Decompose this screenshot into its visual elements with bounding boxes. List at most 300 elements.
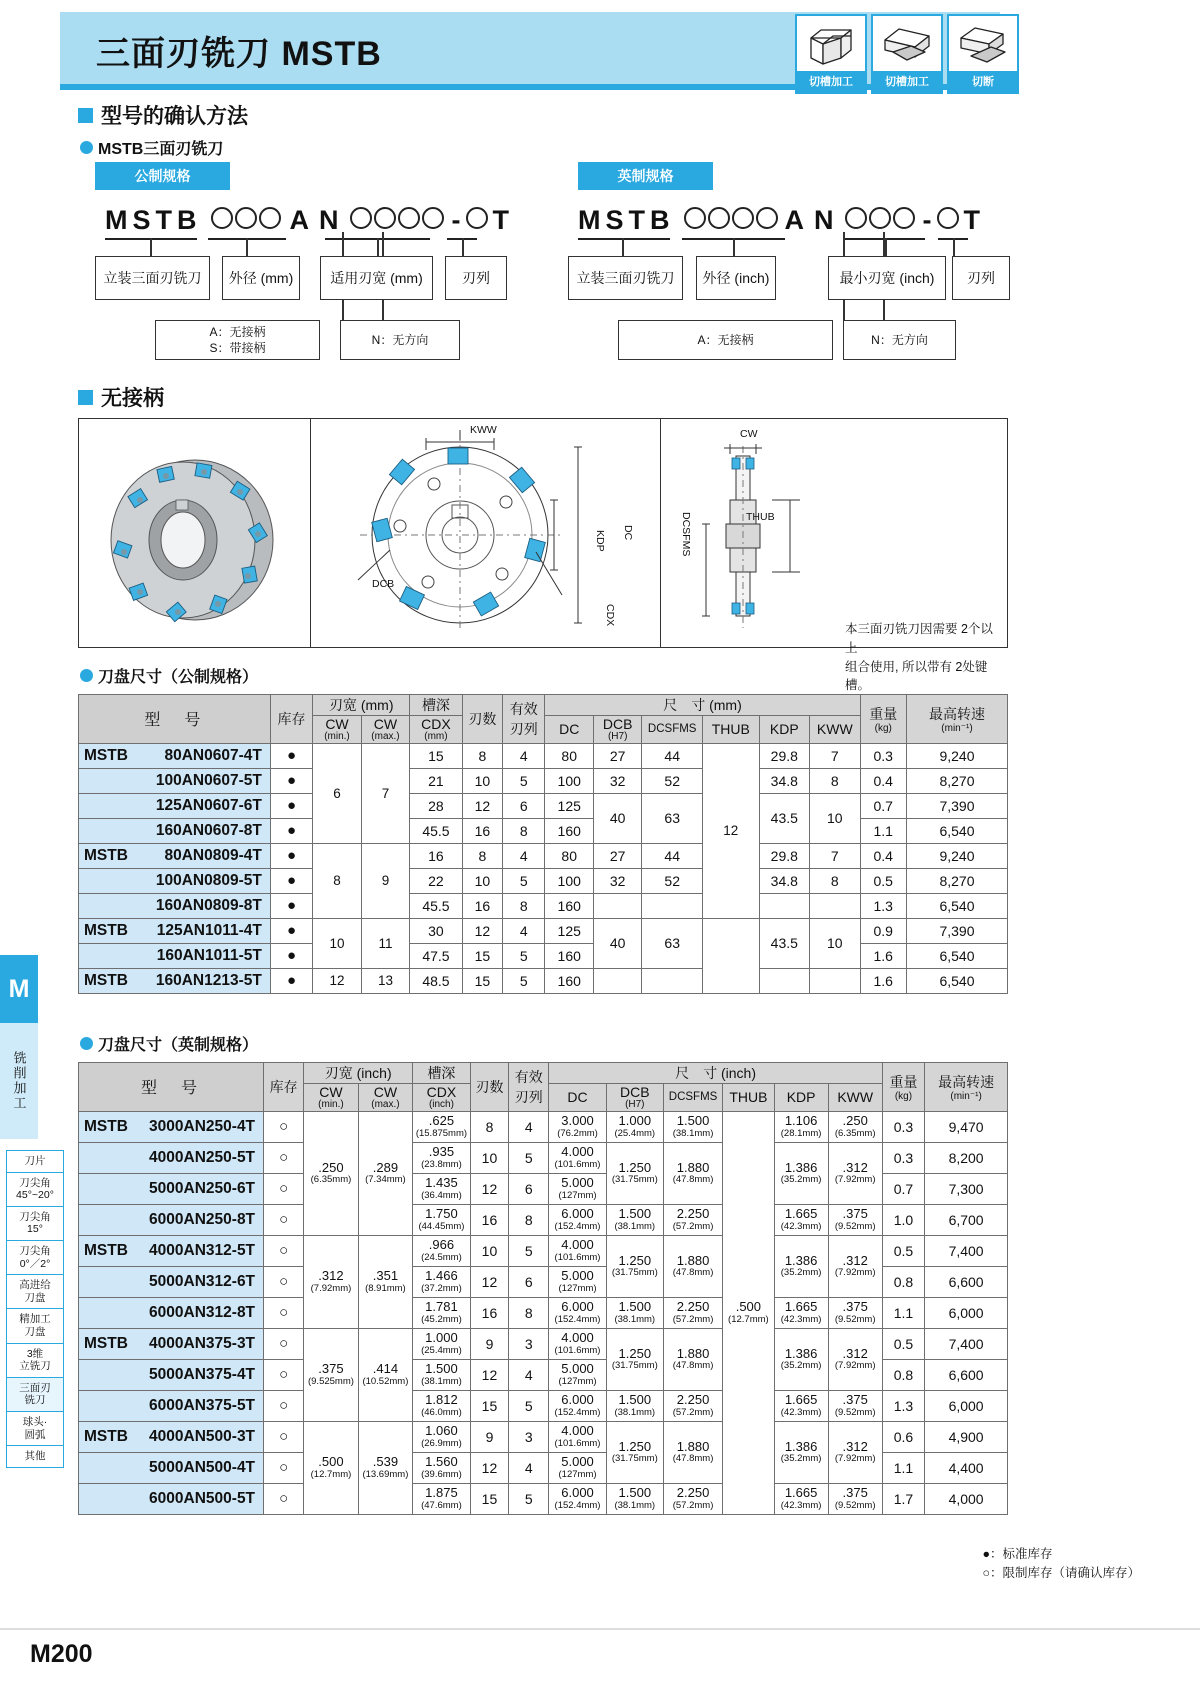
metric-teeth-8: 15 bbox=[462, 943, 502, 968]
inch-model-code-5: 5000AN312-6T bbox=[149, 1272, 256, 1290]
metric-kww-4: 7 bbox=[810, 843, 860, 868]
inch-cdx-0 bbox=[413, 1111, 471, 1142]
metric-stock-7: ● bbox=[270, 918, 312, 943]
inch-cwmin-g2 bbox=[304, 1328, 358, 1421]
metric-cwmax-g0: 7 bbox=[361, 743, 409, 843]
table-row[interactable] bbox=[79, 1328, 1008, 1359]
inch-dcb-12 bbox=[606, 1483, 663, 1514]
inch-kdp-m3-val: 1.386 bbox=[784, 1345, 818, 1361]
metric-spec-table bbox=[78, 694, 1008, 994]
metric-cdx-6: 45.5 bbox=[410, 893, 463, 918]
inch-dcsfms-m1-val: 1.880 bbox=[676, 1159, 710, 1175]
inch-kww-3-val: .375 bbox=[842, 1206, 868, 1221]
inch-head-row-1 bbox=[79, 1063, 1008, 1084]
metric-dc-0: 80 bbox=[545, 743, 593, 768]
sidebar-item-ball-radius[interactable]: 球头· 圆弧 bbox=[6, 1411, 64, 1445]
inch-thub-val: .500 bbox=[735, 1299, 762, 1314]
metric-eff-6: 8 bbox=[503, 893, 545, 918]
th-metric-dcb bbox=[593, 716, 641, 744]
inch-cwmax-g0-val: .289 bbox=[372, 1159, 399, 1175]
inch-dcb-m1-val: 1.250 bbox=[618, 1159, 652, 1175]
inch-dc-8 bbox=[549, 1359, 606, 1390]
metric-teeth-3: 16 bbox=[462, 818, 502, 843]
metric-cdx-1: 21 bbox=[410, 768, 463, 793]
metric-note-shank-line2: S：带接柄 bbox=[209, 341, 266, 355]
sidebar-item-angle-0-2[interactable]: 刀尖角 0°／2° bbox=[6, 1240, 64, 1274]
inch-teeth-5: 12 bbox=[470, 1266, 508, 1297]
inch-dcsfms-m3-val: 1.880 bbox=[676, 1345, 710, 1361]
metric-cdx-5: 22 bbox=[410, 868, 463, 893]
inch-cdx-10 bbox=[413, 1421, 471, 1452]
metric-stock-3: ● bbox=[270, 818, 312, 843]
inch-weight-10: 0.6 bbox=[882, 1421, 924, 1452]
metric-code-circles-cw bbox=[349, 205, 445, 236]
inch-eff-2: 6 bbox=[509, 1173, 549, 1204]
inch-cwmax-g0-mm: (7.34mm) bbox=[365, 1174, 406, 1186]
inch-dcb-6-mm: (38.1mm) bbox=[614, 1313, 656, 1325]
inch-prefix-10: MSTB bbox=[84, 1427, 128, 1445]
th-inch-rpm-unit: (min⁻¹) bbox=[950, 1090, 982, 1102]
inch-dc-11-mm: (127mm) bbox=[558, 1468, 597, 1480]
table-row[interactable] bbox=[79, 843, 1008, 868]
metric-kww-9 bbox=[810, 968, 860, 993]
dim-label-kdp: KDP bbox=[594, 530, 606, 552]
inch-weight-7: 0.5 bbox=[882, 1328, 924, 1359]
inch-dc-9-mm: (152.4mm) bbox=[554, 1406, 601, 1418]
metric-weight-8: 1.6 bbox=[860, 943, 906, 968]
metric-weight-5: 0.5 bbox=[860, 868, 906, 893]
metric-model-code-7: 125AN1011-4T bbox=[156, 921, 262, 939]
inch-dcb-3-val: 1.500 bbox=[618, 1206, 652, 1221]
inch-cdx-5-mm: (37.2mm) bbox=[421, 1282, 462, 1294]
inch-dc-2-val: 5.000 bbox=[561, 1175, 594, 1190]
sidebar-item-side-milling[interactable]: 三面刃 铣刀 bbox=[6, 1377, 64, 1411]
inch-rpm-7: 7,400 bbox=[925, 1328, 1008, 1359]
inch-teeth-3: 16 bbox=[470, 1204, 508, 1235]
inch-weight-12: 1.7 bbox=[882, 1483, 924, 1514]
table-row[interactable] bbox=[79, 918, 1008, 943]
metric-dcb-merged-2: 40 bbox=[593, 918, 641, 968]
inch-dcsfms-0-mm: (38.1mm) bbox=[672, 1127, 714, 1139]
th-metric-thub: THUB bbox=[703, 716, 760, 744]
inch-cwmin-g0 bbox=[304, 1111, 358, 1235]
metric-leader-prefix bbox=[150, 238, 152, 256]
inch-dcb-0-val: 1.000 bbox=[618, 1113, 652, 1128]
table-row[interactable] bbox=[79, 968, 1008, 993]
inch-rpm-2: 7,300 bbox=[925, 1173, 1008, 1204]
metric-eff-3: 8 bbox=[503, 818, 545, 843]
inch-dcb-0-mm: (25.4mm) bbox=[614, 1127, 656, 1139]
inch-dcb-m3-mm: (31.75mm) bbox=[611, 1360, 658, 1372]
inch-dc-1-val: 4.000 bbox=[561, 1144, 594, 1159]
inch-kww-0-val: .250 bbox=[842, 1113, 868, 1128]
metric-eff-0: 4 bbox=[503, 743, 545, 768]
drawing-note bbox=[845, 620, 1005, 695]
metric-dcb-9 bbox=[593, 968, 641, 993]
inch-kww-m1-val: .312 bbox=[842, 1159, 868, 1175]
inch-cdx-2-mm: (36.4mm) bbox=[421, 1189, 462, 1201]
inch-eff-10: 3 bbox=[509, 1421, 549, 1452]
th-inch-dcb-label: DCB bbox=[620, 1084, 650, 1100]
inch-dc-10 bbox=[549, 1421, 606, 1452]
inch-prefix-7: MSTB bbox=[84, 1334, 128, 1352]
inch-rpm-3: 6,700 bbox=[925, 1204, 1008, 1235]
table-row[interactable] bbox=[79, 818, 1008, 843]
sidebar-item-angle-15[interactable]: 刀尖角 15° bbox=[6, 1206, 64, 1240]
inch-kdp-9 bbox=[774, 1390, 828, 1421]
metric-dcsfms-6 bbox=[642, 893, 703, 918]
metric-model-1 bbox=[79, 768, 271, 793]
metric-rpm-6: 6,540 bbox=[906, 893, 1007, 918]
inch-dcsfms-3 bbox=[663, 1204, 722, 1235]
metric-dcb-6 bbox=[593, 893, 641, 918]
inch-weight-3: 1.0 bbox=[882, 1204, 924, 1235]
metric-rpm-8: 6,540 bbox=[906, 943, 1007, 968]
tag-inch-spec: 英制规格 bbox=[578, 162, 713, 190]
th-inch-weight-unit: (kg) bbox=[894, 1090, 913, 1102]
table-row[interactable] bbox=[79, 1390, 1008, 1421]
table-row[interactable] bbox=[79, 1204, 1008, 1235]
metric-teeth-1: 10 bbox=[462, 768, 502, 793]
inch-teeth-7: 9 bbox=[470, 1328, 508, 1359]
table-row[interactable] bbox=[79, 1235, 1008, 1266]
inch-kww-9 bbox=[828, 1390, 882, 1421]
inch-kdp-m2-val: 1.386 bbox=[784, 1252, 818, 1268]
stock-legend bbox=[982, 1545, 1140, 1584]
sidebar-item-angle-45-20[interactable]: 刀尖角 45°~20° bbox=[6, 1172, 64, 1206]
metric-stock-6: ● bbox=[270, 893, 312, 918]
sidebar-item-3d-endmill[interactable]: 3维 立铣刀 bbox=[6, 1343, 64, 1377]
metric-leader-cw bbox=[377, 238, 379, 256]
inch-cwmax-g3-mm: (13.69mm) bbox=[362, 1468, 409, 1480]
inch-code-letter-a: A bbox=[784, 205, 804, 235]
inch-dc-6-mm: (152.4mm) bbox=[554, 1313, 601, 1325]
inch-kdp-3 bbox=[774, 1204, 828, 1235]
inch-cwmin-g2-val: .375 bbox=[318, 1361, 344, 1376]
inch-kdp-m2 bbox=[774, 1235, 828, 1297]
inch-cdx-0-val: .625 bbox=[428, 1113, 455, 1128]
inch-weight-6: 1.1 bbox=[882, 1297, 924, 1328]
inch-dcsfms-m3-mm: (47.8mm) bbox=[672, 1360, 714, 1372]
inch-kww-3-mm: (9.52mm) bbox=[834, 1220, 876, 1232]
inch-weight-2: 0.7 bbox=[882, 1173, 924, 1204]
metric-cdx-8: 47.5 bbox=[410, 943, 463, 968]
inch-eff-4: 5 bbox=[509, 1235, 549, 1266]
inch-kww-6-mm: (9.52mm) bbox=[834, 1313, 876, 1325]
inch-kdp-m2-mm: (35.2mm) bbox=[780, 1267, 822, 1279]
table-row[interactable] bbox=[79, 943, 1008, 968]
sidebar-item-inserts[interactable]: 刀片 bbox=[6, 1150, 64, 1172]
inch-rpm-10: 4,900 bbox=[925, 1421, 1008, 1452]
metric-dcb-1: 32 bbox=[593, 768, 641, 793]
inch-dc-6 bbox=[549, 1297, 606, 1328]
inch-cdx-0-mm: (15.875mm) bbox=[415, 1127, 468, 1139]
inch-model-code-1: 4000AN250-5T bbox=[149, 1148, 256, 1166]
inch-cdx-7 bbox=[413, 1328, 471, 1359]
inch-cdx-8-mm: (38.1mm) bbox=[421, 1375, 462, 1387]
metric-kww-0: 7 bbox=[810, 743, 860, 768]
legend-limited-stock: ○：限制库存（请确认库存） bbox=[982, 1566, 1140, 1581]
metric-teeth-7: 12 bbox=[462, 918, 502, 943]
inch-cdx-11 bbox=[413, 1452, 471, 1483]
metric-cdx-7: 30 bbox=[410, 918, 463, 943]
inch-kww-6 bbox=[828, 1297, 882, 1328]
th-inch-cw-min-unit: (min.) bbox=[318, 1099, 344, 1110]
sidebar-item-finishing[interactable]: 精加工 刀盘 bbox=[6, 1308, 64, 1342]
inch-stock-1: ○ bbox=[264, 1142, 304, 1173]
sidebar-index-list bbox=[6, 1150, 64, 1468]
inch-rpm-6: 6,000 bbox=[925, 1297, 1008, 1328]
legend-standard-stock: ●：标准库存 bbox=[982, 1547, 1053, 1561]
metric-weight-9: 1.6 bbox=[860, 968, 906, 993]
inch-kww-12-mm: (9.52mm) bbox=[834, 1499, 876, 1511]
th-metric-cw-group: 刃宽 (mm) bbox=[313, 695, 410, 716]
metric-cdx-3: 45.5 bbox=[410, 818, 463, 843]
inch-cwmax-g3-val: .539 bbox=[372, 1454, 399, 1469]
th-inch-dc: DC bbox=[549, 1084, 606, 1112]
inch-dcb-3-mm: (38.1mm) bbox=[614, 1220, 656, 1232]
application-badge-group bbox=[795, 14, 1019, 94]
metric-code-circles-rows bbox=[465, 205, 489, 236]
th-metric-rpm-unit: (min⁻¹) bbox=[941, 722, 973, 734]
inch-stock-6: ○ bbox=[264, 1297, 304, 1328]
metric-cwmin-g3: 12 bbox=[313, 968, 361, 993]
square-bullet-icon bbox=[78, 108, 93, 123]
metric-model-3 bbox=[79, 818, 271, 843]
th-inch-weight-label: 重量 bbox=[889, 1073, 918, 1090]
inch-dcb-12-val: 1.500 bbox=[618, 1485, 652, 1500]
metric-eff-5: 5 bbox=[503, 868, 545, 893]
inch-kdp-9-val: 1.665 bbox=[784, 1392, 818, 1407]
inch-kww-0 bbox=[828, 1111, 882, 1142]
metric-dcsfms-1: 52 bbox=[642, 768, 703, 793]
inch-dcsfms-9-mm: (57.2mm) bbox=[672, 1406, 714, 1418]
drawing-note-line2: 组合使用, 所以带有 2处键槽。 bbox=[845, 659, 988, 693]
inch-prefix-4: MSTB bbox=[84, 1241, 128, 1259]
inch-dc-11 bbox=[549, 1452, 606, 1483]
th-metric-stock: 库存 bbox=[270, 695, 312, 744]
inch-dcsfms-6-val: 2.250 bbox=[676, 1299, 710, 1314]
inch-cwmin-g0-mm: (6.35mm) bbox=[310, 1174, 352, 1186]
inch-cdx-4 bbox=[413, 1235, 471, 1266]
inch-teeth-6: 16 bbox=[470, 1297, 508, 1328]
badge-slot-groove-label: 切槽加工 bbox=[797, 71, 865, 92]
inch-kww-m2-val: .312 bbox=[842, 1252, 868, 1268]
metric-kdp-6 bbox=[759, 893, 809, 918]
inch-model-code-9: 6000AN375-5T bbox=[149, 1396, 256, 1414]
section-heading-no-shank bbox=[78, 382, 164, 412]
inch-cdx-1-mm: (23.8mm) bbox=[421, 1158, 462, 1170]
inch-note-shank: A：无接柄 bbox=[618, 320, 833, 360]
inch-rpm-5: 6,600 bbox=[925, 1266, 1008, 1297]
inch-table-body bbox=[79, 1111, 1008, 1514]
caption-inch-table bbox=[80, 1032, 258, 1055]
inch-dc-5 bbox=[549, 1266, 606, 1297]
metric-dc-3: 160 bbox=[545, 818, 593, 843]
th-inch-stock: 库存 bbox=[264, 1063, 304, 1112]
inch-spec-table bbox=[78, 1062, 1008, 1515]
th-inch-dim-group: 尺 寸 (inch) bbox=[549, 1063, 882, 1084]
inch-stock-4: ○ bbox=[264, 1235, 304, 1266]
table-row[interactable] bbox=[79, 868, 1008, 893]
inch-kww-m4-val: .312 bbox=[842, 1438, 868, 1454]
inch-dcsfms-3-mm: (57.2mm) bbox=[672, 1220, 714, 1232]
inch-kdp-m1 bbox=[774, 1142, 828, 1204]
inch-cdx-6-mm: (45.2mm) bbox=[421, 1313, 462, 1325]
sidebar-item-other[interactable]: 其他 bbox=[6, 1445, 64, 1468]
inch-dcsfms-m2-val: 1.880 bbox=[676, 1252, 710, 1268]
dim-label-thub: THUB bbox=[746, 511, 775, 523]
metric-teeth-4: 8 bbox=[462, 843, 502, 868]
inch-thub-mm: (12.7mm) bbox=[728, 1313, 769, 1325]
metric-model-code-9: 160AN1213-5T bbox=[155, 971, 262, 989]
inch-eff-0: 4 bbox=[509, 1111, 549, 1142]
th-inch-dcb bbox=[606, 1084, 663, 1112]
metric-code-letter-a: A bbox=[289, 205, 309, 235]
metric-head-row-1 bbox=[79, 695, 1008, 716]
metric-eff-2: 6 bbox=[503, 793, 545, 818]
inch-dcsfms-9-val: 2.250 bbox=[676, 1392, 710, 1407]
inch-cdx-7-val: 1.000 bbox=[425, 1330, 458, 1345]
inch-cdx-12-mm: (47.6mm) bbox=[421, 1499, 462, 1511]
table-row[interactable] bbox=[79, 743, 1008, 768]
table-row[interactable] bbox=[79, 1483, 1008, 1514]
th-metric-dcb-tol: (H7) bbox=[607, 731, 628, 742]
inch-dcb-m3-val: 1.250 bbox=[618, 1345, 652, 1361]
sidebar-item-high-feed[interactable]: 高进给 刀盘 bbox=[6, 1274, 64, 1308]
metric-stock-8: ● bbox=[270, 943, 312, 968]
inch-kdp-12-val: 1.665 bbox=[784, 1485, 818, 1500]
inch-dc-2 bbox=[549, 1173, 606, 1204]
metric-prefix-0: MSTB bbox=[84, 746, 128, 764]
caption-metric-table-label: 刀盘尺寸（公制规格） bbox=[98, 669, 259, 686]
metric-model-code-3: 160AN0607-8T bbox=[155, 821, 262, 839]
section-heading-naming-label: 型号的确认方法 bbox=[101, 105, 248, 128]
metric-dc-8: 160 bbox=[545, 943, 593, 968]
inch-dcsfms-m2-mm: (47.8mm) bbox=[672, 1267, 714, 1279]
metric-rpm-0: 9,240 bbox=[906, 743, 1007, 768]
inch-cdx-10-mm: (26.9mm) bbox=[421, 1437, 462, 1449]
metric-box-outer-diameter: 外径 (mm) bbox=[222, 256, 300, 300]
th-metric-kdp: KDP bbox=[759, 716, 809, 744]
inch-model-1 bbox=[79, 1142, 264, 1173]
inch-leader-cw bbox=[885, 238, 887, 256]
metric-model-code-6: 160AN0809-8T bbox=[155, 896, 262, 914]
table-row[interactable] bbox=[79, 793, 1008, 818]
inch-dcb-9 bbox=[606, 1390, 663, 1421]
inch-kww-m3 bbox=[828, 1328, 882, 1390]
inch-kww-m3-mm: (7.92mm) bbox=[834, 1360, 876, 1372]
inch-dc-5-mm: (127mm) bbox=[558, 1282, 597, 1294]
table-row[interactable] bbox=[79, 1421, 1008, 1452]
inch-kdp-9-mm: (42.3mm) bbox=[780, 1406, 822, 1418]
sidebar-section-letter: M bbox=[0, 955, 38, 1023]
th-inch-cdx-label: CDX bbox=[426, 1084, 457, 1100]
inch-dc-1 bbox=[549, 1142, 606, 1173]
table-row[interactable] bbox=[79, 893, 1008, 918]
inch-dc-7-val: 4.000 bbox=[561, 1330, 594, 1345]
inch-code-circles-cw bbox=[844, 205, 916, 236]
dim-label-dcsfms: DCSFMS bbox=[680, 512, 692, 557]
table-row[interactable] bbox=[79, 1297, 1008, 1328]
dim-label-kww: KWW bbox=[470, 424, 497, 436]
metric-code-string bbox=[105, 205, 509, 236]
inch-weight-1: 0.3 bbox=[882, 1142, 924, 1173]
th-inch-weight bbox=[882, 1063, 924, 1112]
inch-model-code-12: 6000AN500-5T bbox=[149, 1489, 256, 1507]
metric-model-5 bbox=[79, 868, 271, 893]
metric-cwmax-g1: 9 bbox=[361, 843, 409, 918]
inch-weight-8: 0.8 bbox=[882, 1359, 924, 1390]
inch-cdx-1-val: .935 bbox=[428, 1144, 455, 1159]
metric-model-code-5: 100AN0809-5T bbox=[155, 871, 262, 889]
inch-code-circles-rows bbox=[936, 205, 960, 236]
inch-dcsfms-12-mm: (57.2mm) bbox=[672, 1499, 714, 1511]
metric-leader-od bbox=[246, 238, 248, 256]
inch-dcsfms-m4-val: 1.880 bbox=[676, 1438, 710, 1454]
inch-weight-11: 1.1 bbox=[882, 1452, 924, 1483]
metric-dcsfms-9 bbox=[642, 968, 703, 993]
metric-model-7 bbox=[79, 918, 271, 943]
table-row[interactable] bbox=[79, 1111, 1008, 1142]
inch-model-10 bbox=[79, 1421, 264, 1452]
metric-weight-0: 0.3 bbox=[860, 743, 906, 768]
inch-cwmin-g3-mm: (12.7mm) bbox=[310, 1468, 352, 1480]
inch-teeth-8: 12 bbox=[470, 1359, 508, 1390]
th-inch-kww: KWW bbox=[828, 1084, 882, 1112]
inch-kww-9-val: .375 bbox=[842, 1392, 868, 1407]
metric-dc-9: 160 bbox=[545, 968, 593, 993]
slot-groove-icon bbox=[797, 16, 865, 71]
inch-model-5 bbox=[79, 1266, 264, 1297]
inch-code-prefix: MSTB bbox=[578, 205, 675, 235]
inch-dcsfms-12-val: 2.250 bbox=[676, 1485, 710, 1500]
metric-dcb-0: 27 bbox=[593, 743, 641, 768]
inch-kdp-12 bbox=[774, 1483, 828, 1514]
inch-model-6 bbox=[79, 1297, 264, 1328]
metric-weight-2: 0.7 bbox=[860, 793, 906, 818]
inch-stock-7: ○ bbox=[264, 1328, 304, 1359]
th-inch-thub: THUB bbox=[723, 1084, 774, 1112]
inch-rpm-0: 9,470 bbox=[925, 1111, 1008, 1142]
badge-shoulder-groove-label: 切槽加工 bbox=[873, 71, 941, 92]
table-row[interactable] bbox=[79, 1142, 1008, 1173]
badge-cut-off bbox=[947, 14, 1019, 94]
metric-rpm-9: 6,540 bbox=[906, 968, 1007, 993]
metric-dc-1: 100 bbox=[545, 768, 593, 793]
inch-dcsfms-3-val: 2.250 bbox=[676, 1206, 710, 1221]
page-number: M200 bbox=[30, 1640, 93, 1668]
inch-eff-1: 5 bbox=[509, 1142, 549, 1173]
inch-code-circles-od bbox=[683, 205, 779, 236]
inch-model-0 bbox=[79, 1111, 264, 1142]
inch-dcb-m2-val: 1.250 bbox=[618, 1252, 652, 1268]
inch-code-string bbox=[578, 205, 980, 236]
inch-dc-3 bbox=[549, 1204, 606, 1235]
metric-prefix-9: MSTB bbox=[84, 971, 128, 989]
inch-kdp-3-mm: (42.3mm) bbox=[780, 1220, 822, 1232]
th-metric-rpm-label: 最高转速 bbox=[928, 705, 985, 722]
th-inch-cw-max bbox=[358, 1084, 412, 1112]
inch-dc-0-mm: (76.2mm) bbox=[557, 1127, 598, 1139]
th-metric-eff-rows: 有效 刃列 bbox=[503, 695, 545, 744]
metric-teeth-0: 8 bbox=[462, 743, 502, 768]
badge-shoulder-groove bbox=[871, 14, 943, 94]
inch-stock-10: ○ bbox=[264, 1421, 304, 1452]
inch-model-code-0: 3000AN250-4T bbox=[149, 1117, 256, 1135]
table-row[interactable] bbox=[79, 768, 1008, 793]
metric-eff-1: 5 bbox=[503, 768, 545, 793]
